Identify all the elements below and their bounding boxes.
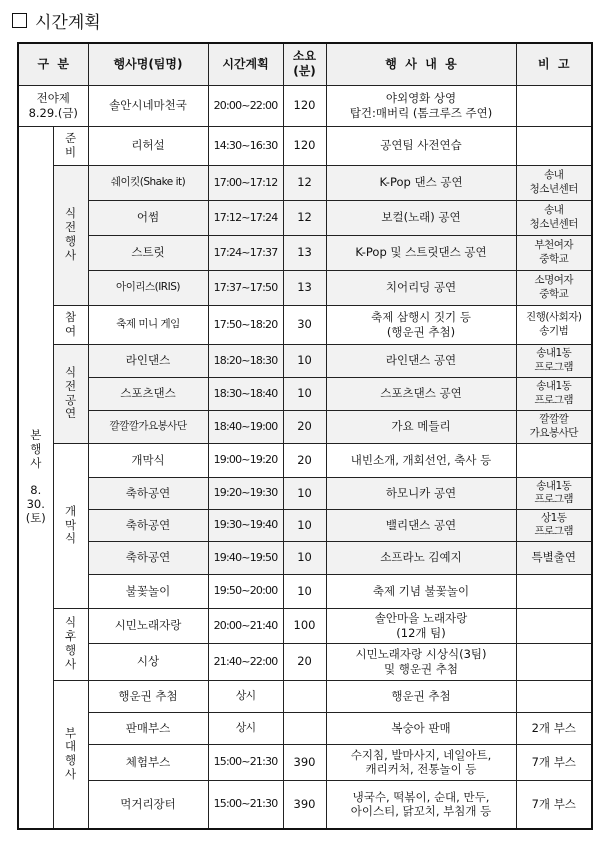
time-range: 15:00~21:30 <box>208 780 283 829</box>
time-range: 18:40~19:00 <box>208 410 283 443</box>
duration: 10 <box>283 574 326 608</box>
square-bullet-icon <box>12 13 27 28</box>
table-row <box>18 680 592 712</box>
event-content: 축제 기념 불꽃놀이 <box>326 574 516 608</box>
note: 2개 부스 <box>516 712 592 744</box>
table-row <box>18 165 592 200</box>
event-name: 아이리스(IRIS) <box>88 270 208 305</box>
subgroup-label: 식 전 행 사 <box>53 165 88 305</box>
table-row <box>18 712 592 744</box>
time-range: 20:00~21:40 <box>208 608 283 643</box>
time-range: 21:40~22:00 <box>208 643 283 680</box>
event-name: 불꽃놀이 <box>88 574 208 608</box>
event-content: K-Pop 및 스트릿댄스 공연 <box>326 235 516 270</box>
note <box>516 443 592 477</box>
duration: 30 <box>283 305 326 344</box>
event-content: 수지침, 발마사지, 네일아트, 캐리커처, 전통놀이 등 <box>326 744 516 780</box>
duration: 20 <box>283 443 326 477</box>
event-content: 하모니카 공연 <box>326 477 516 509</box>
table-row <box>18 744 592 780</box>
note: 송내1동 프로그램 <box>516 477 592 509</box>
duration: 12 <box>283 200 326 235</box>
note: 진행(사회자) 송기범 <box>516 305 592 344</box>
header-event: 행사명(팀명) <box>88 43 208 85</box>
event-content: 라인댄스 공연 <box>326 344 516 377</box>
event-name: 먹거리장터 <box>88 780 208 829</box>
header-note: 비 고 <box>516 43 592 85</box>
eve-label: 전야제 8.29.(금) <box>18 85 88 126</box>
event-content: 복숭아 판매 <box>326 712 516 744</box>
event-content: K-Pop 댄스 공연 <box>326 165 516 200</box>
time-range: 19:40~19:50 <box>208 541 283 574</box>
event-name: 솔안시네마천국 <box>88 85 208 126</box>
event-content: 공연팀 사전연습 <box>326 126 516 165</box>
table-row <box>18 643 592 680</box>
header-row <box>18 43 592 85</box>
event-content: 내빈소개, 개회선언, 축사 등 <box>326 443 516 477</box>
event-content: 소프라노 김예지 <box>326 541 516 574</box>
time-range: 18:30~18:40 <box>208 377 283 410</box>
duration: 13 <box>283 270 326 305</box>
event-content: 축제 삼행시 짓기 등 (행운권 추첨) <box>326 305 516 344</box>
duration: 10 <box>283 344 326 377</box>
event-name: 축제 미니 게임 <box>88 305 208 344</box>
event-name: 어썸 <box>88 200 208 235</box>
table-row <box>18 126 592 165</box>
event-name: 리허설 <box>88 126 208 165</box>
duration: 10 <box>283 477 326 509</box>
table-row <box>18 477 592 509</box>
event-content: 보컬(노래) 공연 <box>326 200 516 235</box>
event-content: 냉국수, 떡볶이, 순대, 만두, 아이스티, 닭꼬치, 부침개 등 <box>326 780 516 829</box>
note: 7개 부스 <box>516 780 592 829</box>
duration <box>283 680 326 712</box>
note: 상1동 프로그램 <box>516 509 592 541</box>
note <box>516 680 592 712</box>
table-row <box>18 443 592 477</box>
section-title <box>12 8 101 33</box>
time-range: 17:37~17:50 <box>208 270 283 305</box>
time-range: 상시 <box>208 680 283 712</box>
table-row <box>18 574 592 608</box>
table-row <box>18 344 592 377</box>
time-range: 19:20~19:30 <box>208 477 283 509</box>
event-name: 축하공연 <box>88 541 208 574</box>
event-name: 행운권 추첨 <box>88 680 208 712</box>
header-time: 시간계획 <box>208 43 283 85</box>
time-range: 19:50~20:00 <box>208 574 283 608</box>
duration: 12 <box>283 165 326 200</box>
table-row <box>18 509 592 541</box>
time-range: 20:00~22:00 <box>208 85 283 126</box>
subgroup-label: 참 여 <box>53 305 88 344</box>
note: 송내 청소년센터 <box>516 165 592 200</box>
note <box>516 608 592 643</box>
note: 깔깔깔 가요봉사단 <box>516 410 592 443</box>
note: 특별출연 <box>516 541 592 574</box>
main-event-label: 본 행 사 8. 30. (토) <box>18 126 53 829</box>
table-row <box>18 235 592 270</box>
event-content: 밸리댄스 공연 <box>326 509 516 541</box>
event-name: 쉐이킷(Shake it) <box>88 165 208 200</box>
table-row <box>18 200 592 235</box>
section-title-text: 시간계획 <box>35 13 101 33</box>
duration: 120 <box>283 126 326 165</box>
table-row <box>18 608 592 643</box>
subgroup-label: 식 후 행 사 <box>53 608 88 680</box>
event-name: 깔깔깔가요봉사단 <box>88 410 208 443</box>
note <box>516 85 592 126</box>
event-name: 스트릿 <box>88 235 208 270</box>
time-range: 15:00~21:30 <box>208 744 283 780</box>
header-category: 구 분 <box>18 43 88 85</box>
event-content: 솔안마을 노래자랑 (12개 팀) <box>326 608 516 643</box>
note <box>516 643 592 680</box>
table-row <box>18 541 592 574</box>
event-content: 행운권 추첨 <box>326 680 516 712</box>
duration: 10 <box>283 509 326 541</box>
schedule-table <box>17 42 593 830</box>
event-content: 치어리딩 공연 <box>326 270 516 305</box>
subgroup-label: 개 막 식 <box>53 443 88 608</box>
time-range: 14:30~16:30 <box>208 126 283 165</box>
table-row <box>18 377 592 410</box>
table-row-eve <box>18 85 592 126</box>
event-content: 스포츠댄스 공연 <box>326 377 516 410</box>
time-range: 18:20~18:30 <box>208 344 283 377</box>
duration: 20 <box>283 643 326 680</box>
event-name: 시상 <box>88 643 208 680</box>
event-name: 시민노래자랑 <box>88 608 208 643</box>
event-name: 판매부스 <box>88 712 208 744</box>
duration: 100 <box>283 608 326 643</box>
subgroup-label: 식 전 공 연 <box>53 344 88 443</box>
duration: 390 <box>283 744 326 780</box>
duration <box>283 712 326 744</box>
table-row <box>18 410 592 443</box>
duration: 20 <box>283 410 326 443</box>
duration: 120 <box>283 85 326 126</box>
time-range: 19:30~19:40 <box>208 509 283 541</box>
event-name: 축하공연 <box>88 509 208 541</box>
event-name: 축하공연 <box>88 477 208 509</box>
header-duration: 소요 (분) <box>283 43 326 85</box>
note: 송내 청소년센터 <box>516 200 592 235</box>
note: 부천여자 중학교 <box>516 235 592 270</box>
header-content: 행 사 내 용 <box>326 43 516 85</box>
note: 송내1동 프로그램 <box>516 344 592 377</box>
note <box>516 574 592 608</box>
time-range: 17:00~17:12 <box>208 165 283 200</box>
event-name: 개막식 <box>88 443 208 477</box>
time-range: 17:24~17:37 <box>208 235 283 270</box>
event-content: 시민노래자랑 시상식(3팀) 및 행운권 추첨 <box>326 643 516 680</box>
time-range: 17:12~17:24 <box>208 200 283 235</box>
event-content: 야외영화 상영 탑건:매버릭 (톰크루즈 주연) <box>326 85 516 126</box>
table-row <box>18 305 592 344</box>
subgroup-label: 준 비 <box>53 126 88 165</box>
table-row <box>18 780 592 829</box>
duration: 10 <box>283 377 326 410</box>
time-range: 19:00~19:20 <box>208 443 283 477</box>
note: 소명여자 중학교 <box>516 270 592 305</box>
subgroup-label: 부 대 행 사 <box>53 680 88 829</box>
table-row <box>18 270 592 305</box>
duration: 13 <box>283 235 326 270</box>
event-name: 라인댄스 <box>88 344 208 377</box>
event-name: 체험부스 <box>88 744 208 780</box>
time-range: 상시 <box>208 712 283 744</box>
duration: 10 <box>283 541 326 574</box>
duration: 390 <box>283 780 326 829</box>
note <box>516 126 592 165</box>
event-name: 스포츠댄스 <box>88 377 208 410</box>
note: 송내1동 프로그램 <box>516 377 592 410</box>
note: 7개 부스 <box>516 744 592 780</box>
event-content: 가요 메들리 <box>326 410 516 443</box>
time-range: 17:50~18:20 <box>208 305 283 344</box>
